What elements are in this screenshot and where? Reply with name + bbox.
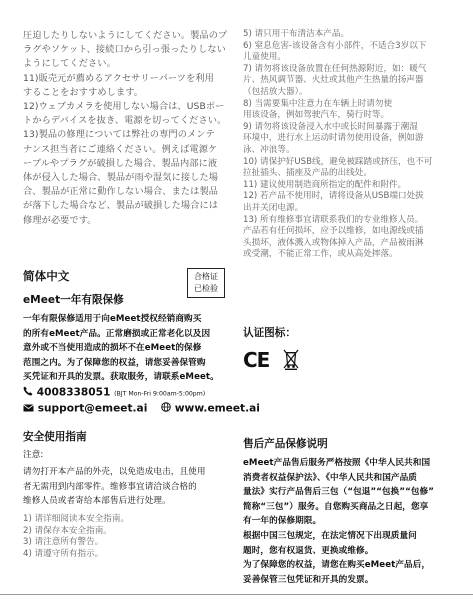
list-item: 8) 当需要集中注意力在车辆上时请勿使 bbox=[243, 98, 393, 109]
section-title-simplified-chinese: 简体中文 bbox=[23, 269, 70, 283]
aftersales-text bbox=[243, 456, 456, 587]
jp-line: 12)ウェブカメラを使用しない場合は、USBポー bbox=[23, 101, 225, 113]
aftersales-line: 简称“三包”）服务。自您购买商品之日起，您享 bbox=[243, 501, 429, 512]
qualification-stamp bbox=[187, 268, 225, 298]
list-item: 泳、冲浪等。 bbox=[243, 144, 295, 155]
list-item: 4) 请遵守所有指示。 bbox=[23, 548, 104, 559]
notice-line: 者无需用到内部零件。维修事宜请洽谈合格的 bbox=[23, 481, 197, 492]
warranty-title: eMeet一年有限保修 bbox=[23, 294, 124, 306]
right-safety-list bbox=[243, 0, 456, 261]
aftersales-line: 消费者权益保护法》、《中华人民共和国产品质 bbox=[243, 472, 417, 483]
notice-label: 注意: bbox=[23, 450, 44, 460]
warranty-line: 买凭证和开具的发票。获取服务，请联系eMeet。 bbox=[23, 372, 219, 383]
aftersales-line: 为了保障您的权益，请您在购买eMeet产品后， bbox=[243, 560, 431, 571]
notice-text bbox=[23, 465, 235, 509]
list-item: 或受潮，不能正常工作，或从高处摔落。 bbox=[243, 249, 398, 260]
warranty-line: 一年有限保修适用于向eMeet授权经销商购买 bbox=[23, 314, 202, 324]
list-item: 产品若有任何损坏，应予以维修，如电源线或插 bbox=[243, 226, 424, 237]
jp-line: ようにしてください。 bbox=[23, 58, 116, 70]
list-item: 10) 请保护好USB线，避免被踩踏或挤压，也不可 bbox=[243, 156, 433, 167]
warranty-text bbox=[23, 312, 238, 385]
jp-line: 合、製品が正常に動作しない場合、または製品 bbox=[23, 186, 219, 198]
aftersales-line: 有一年的保修期限。 bbox=[243, 516, 322, 527]
list-item: 11) 建议使用制造商所指定的配件和附件。 bbox=[243, 179, 407, 190]
list-item: 6) 窒息危害-该设备含有小部件，不适合3岁以下 bbox=[243, 40, 427, 51]
list-item: 13) 所有维修事宜请联系我们的专业维修人员。 bbox=[243, 214, 424, 225]
stamp-line: 合格证 bbox=[194, 272, 218, 281]
japanese-safety-text bbox=[23, 0, 231, 228]
warranty-line: 范围之内。为了保障您的权益，请您妥善保管购 bbox=[23, 357, 206, 368]
jp-line: 13)製品の修理については弊社の専門のメンテ bbox=[23, 129, 215, 141]
aftersales-line: 题时，您有权退货、更换或维修。 bbox=[243, 545, 374, 556]
jp-line: ーブルやプラグが破損した場合、製品内部に液 bbox=[23, 157, 218, 169]
phone-icon bbox=[23, 386, 33, 399]
left-column bbox=[23, 0, 231, 228]
list-item: （包括放大器）。 bbox=[243, 86, 308, 97]
jp-line: 体が侵入した場合、製品が雨や湿気に接した場 bbox=[23, 172, 219, 184]
stamp-line: 已检验 bbox=[194, 284, 218, 293]
list-item: 7) 请勿将该设备放置在任何热源附近，如：暖气 bbox=[243, 63, 427, 74]
phone-row bbox=[23, 386, 205, 399]
ce-mark-icon: CE bbox=[243, 348, 270, 372]
warranty-line: 意外或不当使用造成的损坏不在eMeet的保修 bbox=[23, 343, 202, 354]
jp-line: 修理が必要です。 bbox=[23, 214, 97, 226]
list-item: 头损坏，液体溅入或物体掉入产品，产品被雨淋 bbox=[243, 237, 424, 248]
jp-line: ラグやソケット、接続口から引っ張ったりしない bbox=[23, 44, 226, 56]
jp-line: が落下した場合など、製品が破損した場合には bbox=[23, 200, 219, 212]
warranty-line: 的所有eMeet产品。正常磨损或正常老化以及因 bbox=[23, 328, 211, 339]
jp-line: 11)販売元が薦めるアクセサリーパーツを利用 bbox=[23, 72, 214, 84]
aftersales-line: 妥善保管三包凭证和开具的发票。 bbox=[243, 574, 374, 585]
website-link[interactable]: www.emeet.ai bbox=[174, 402, 260, 415]
aftersales-line: 根据中国三包规定，在法定情况下出现质量问 bbox=[243, 530, 417, 541]
list-item: 3) 请注意所有警告。 bbox=[23, 537, 104, 548]
aftersales-line: 量法》实行产品售后三包（“包退”“包换”“包修” bbox=[243, 487, 434, 498]
page-bottom-divider bbox=[0, 594, 473, 595]
list-item: 2) 请保存本安全指南。 bbox=[23, 525, 112, 536]
notice-block bbox=[23, 448, 235, 463]
email-address[interactable]: support@emeet.ai bbox=[37, 402, 148, 415]
list-item: 1) 请详细阅读本安全指南。 bbox=[23, 514, 130, 524]
jp-line: することをおすすめします。 bbox=[23, 86, 144, 98]
weee-bin-icon bbox=[283, 348, 299, 374]
list-item: 出并关闭电源。 bbox=[243, 202, 304, 213]
safety-guide-title: 安全使用指南 bbox=[23, 431, 87, 443]
aftersales-line: eMeet产品售后服务严格按照《中华人民共和国 bbox=[243, 458, 431, 468]
safety-list bbox=[23, 514, 129, 560]
list-item: 9) 请勿将该设备浸入水中或长时间暴露于潮湿 bbox=[243, 121, 418, 132]
jp-line: トからデバイスを抜き、電源を切ってください。 bbox=[23, 115, 227, 127]
email-web-row bbox=[23, 402, 260, 415]
phone-number: 4008338051 bbox=[36, 386, 111, 399]
jp-line: ナンス担当者にご連絡ください。例えば電源ケ bbox=[23, 143, 218, 155]
list-item: 片、热风调节器、火灶或其他产生热量的扬声器 bbox=[243, 75, 424, 86]
globe-icon bbox=[161, 402, 171, 415]
list-item: 12) 若产品不使用时，请将设备从USB端口处拔 bbox=[243, 191, 424, 202]
email-icon bbox=[23, 403, 34, 415]
list-item: 用该设备，例如驾驶汽车，骑行时等。 bbox=[243, 110, 390, 121]
aftersales-title: 售后产品保修说明 bbox=[243, 438, 328, 450]
jp-line: 圧迫したりしないようにしてください。製品のプ bbox=[23, 30, 228, 41]
phone-hours: (BJT Mon-Fri 9:00am-5:00pm) bbox=[114, 390, 206, 398]
list-item: 儿童使用。 bbox=[243, 52, 286, 63]
notice-line: 请勿打开本产品的外壳，以免造成电击，且使用 bbox=[23, 467, 206, 477]
certification-title: 认证图标： bbox=[243, 327, 296, 339]
list-item: 拉扯插头、插座及产品的出线处。 bbox=[243, 168, 372, 179]
certification-icons bbox=[243, 348, 303, 372]
list-item: 5) 请只用干布清洁本产品。 bbox=[243, 29, 350, 39]
notice-line: 维修人员或者寄给本部售后进行处理。 bbox=[23, 496, 171, 507]
list-item: 环境中，进行水上运动时请勿使用设备，例如游 bbox=[243, 133, 424, 144]
